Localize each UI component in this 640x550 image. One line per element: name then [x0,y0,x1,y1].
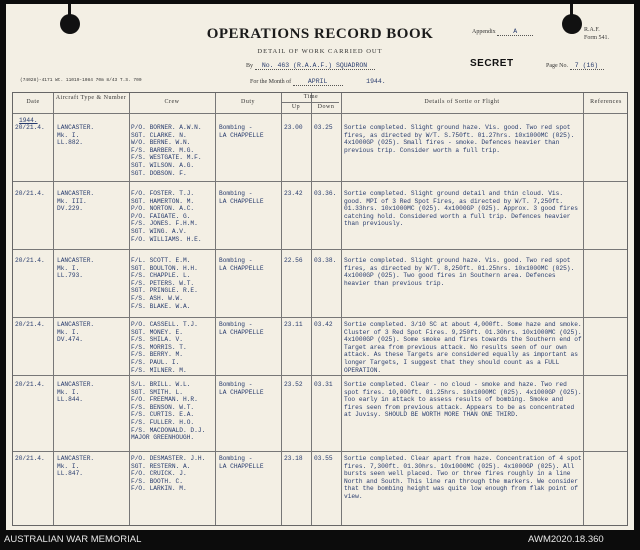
sortie-crew: S/L. BRILL. W.L. SGT. SMITH. L. F/O. FREEMAN. H.R. F/S. BENSON. W.T. F/S. CURTIS. E.A. F/S. FULLER. H.O. F/S. MACDONALD. D.J. MAJOR GREENHOUGH. [131,381,206,442]
appendix-label: Appendix [472,29,496,35]
col-down: Down [317,104,335,110]
print-code: (74028)-4171 Wt. 11019-1084 70m 8/43 T.S. 700 [20,78,142,83]
footer-accession-number: AWM2020.18.360 [528,534,604,545]
col-time: Time [303,94,319,100]
unit-field [246,62,375,70]
footer-collection: AUSTRALIAN WAR MEMORIAL [4,534,142,545]
sortie-time-up: 23.52 [284,381,303,388]
col-aircraft: Aircraft Type & Number [55,95,127,101]
sortie-time-down: 03.38. [314,257,337,264]
sortie-time-up: 23.18 [284,455,303,462]
sortie-table [12,92,628,526]
page-title: OPERATIONS RECORD BOOK [206,26,434,42]
form-ref [584,26,609,42]
sortie-time-up: 23.11 [284,321,303,328]
sortie-duty: Bombing - LA CHAPPELLE [219,321,264,336]
sortie-details: Sortie completed. Slight ground detail and thin cloud. Vis. good. MPI of 3 Red Spot Fires, as directed by W/T. 7,250ft. 01.33hrs. 10x1000MC (025). 4x1000GP (025). Approx. 3 good fires catching hold. Considered worth a full trip. Defences heavier than previously. [344,190,578,228]
sortie-date: 20/21.4. [15,190,45,197]
page-number-field [546,62,604,70]
page-subtitle: DETAIL OF WORK CARRIED OUT [257,48,383,55]
sortie-crew: F/O. FOSTER. T.J. SGT. HAMERTON. M. P/O. NORTON. A.C. P/O. FAIGATE. G. F/S. JONES. F.H.M. SGT. WING. A.V. F/O. WILLIAMS. H.E. [131,190,202,243]
sortie-aircraft: LANCASTER. Mk. I. LL.844. [57,381,95,404]
sortie-duty: Bombing - LA CHAPPELLE [219,124,264,139]
sortie-details: Sortie completed. Clear apart from haze. Concentration of 4 spot fires. 7,300ft. 01.30hrs. 10x1000MC (025). 4x1000GP (025). All bursts seen well placed. Two or three fires roughly in a line North and South. This line ran through the markers. We consider that the bombing height was quite low enough from flak point of view. [344,455,582,500]
by-label: By [246,63,254,69]
appendix-value: A [497,28,533,36]
sortie-date: 20/21.4. [15,381,45,388]
month-label: For the Month of [250,79,292,85]
sortie-details: Sortie completed. Clear - no cloud - smoke and haze. Two red spot fires. 10,000ft. 01.25hrs. 10x1000MC (025). 4x1000GP (025). Too early in attack to assess results of bombing. Smoke and fires seen from previous attack. Appears to be as concentrated at Juvisy. SHOULD BE WORTH MORE THAN ONE THIRD. [344,381,582,419]
col-references: References [590,99,622,105]
sortie-details: Sortie completed. 3/10 SC at about 4,000ft. Some haze and smoke. Cluster of 3 Red Spot Fires. 9,250ft. 01.30hrs. 10x1000MC (025). 4x1000GP (025). Some smoke and fires towards the Southern end of Target area from previous attack. No results seen of our own attack. As these Targets are considered equally as important as longer Targets, I suggest that they should count as a FULL OPERATION. [344,321,582,374]
col-details: Details of Sortie or Flight [424,99,500,105]
sortie-date: 20/21.4. [15,321,45,328]
sortie-aircraft: LANCASTER. Mk. I. LL.793. [57,257,95,280]
form-label: Form 541. [584,35,610,41]
year-value: 1944. [366,78,386,85]
sortie-details: Sortie completed. Slight ground haze. Vis. good. Two red spot fires, as directed by W/T. S.750ft. 01.27hrs. 10x1000MC (025). 4x1000GP (025). Small fires - smoke. Defences heavier than previous trip. Consider worth a full trip. [344,124,575,154]
sortie-crew: F/L. SCOTT. E.M. SGT. BOULTON. H.H. F/S. CHAPPLE. L. F/S. PETERS. W.T. SGT. PRINGLE. R.E. F/S. ASH. W.W. F/S. BLAKE. W.A. [131,257,198,310]
page-number: 7 (16) [570,62,604,70]
month-value: APRIL [293,78,343,86]
sortie-aircraft: LANCASTER. Mk. I. LL.882. [57,124,95,147]
sortie-duty: Bombing - LA CHAPPELLE [219,381,264,396]
col-crew: Crew [164,99,180,105]
sortie-crew: P/O. CASSELL. T.J. SGT. MONEY. E. F/S. SHILA. V. F/S. MORRIS. T. F/S. BERRY. M. F/S. PAUL. I. F/S. MILNER. M. [131,321,198,374]
sortie-time-down: 03.36. [314,190,337,197]
sortie-date: 20/21.4. [15,257,45,264]
unit-value: No. 463 (R.A.A.F.) SQUADRON [255,62,375,70]
sortie-crew: P/O. DESMASTER. J.H. SGT. RESTERN. A. F/O. CRUICK. J. F/S. BOOTH. C. F/O. LARKIN. M. [131,455,206,493]
sortie-time-down: 03.25 [314,124,333,131]
sortie-time-up: 22.56 [284,257,303,264]
raf-label: R.A.F. [584,27,600,33]
sortie-crew: P/O. BORNER. A.W.N. SGT. CLARKE. N. W/O. BERNE. W.N. F/S. BARBER. M.G. F/S. WESTGATE. M.F. SGT. WILSON. A.G. SGT. DOBSON. F. [131,124,202,177]
page-label: Page No. [546,63,568,69]
col-duty: Duty [241,99,255,105]
sortie-time-up: 23.42 [284,190,303,197]
sortie-time-down: 03.55 [314,455,333,462]
sortie-time-down: 03.31 [314,381,333,388]
appendix-field [472,28,533,36]
col-up: Up [291,104,301,110]
month-field [250,78,386,86]
sortie-duty: Bombing - LA CHAPPELLE [219,257,264,272]
sortie-aircraft: LANCASTER. Mk. I. LL.847. [57,455,95,478]
year-entry: 1944. [19,117,38,124]
sortie-aircraft: LANCASTER. Mk. I. DV.474. [57,321,95,344]
sortie-time-down: 03.42 [314,321,333,328]
sortie-time-up: 23.00 [284,124,303,131]
record-page [6,4,634,530]
sortie-date: 20/21.4. [15,124,45,131]
col-date: Date [26,99,40,105]
sortie-date: 20/21.4. [15,455,45,462]
secret-stamp: SECRET [470,58,514,69]
sortie-details: Sortie completed. Slight ground haze. Vis. good. Two red spot fires, as directed by W/T. 8,250ft. 01.25hrs. 10x1000MC (025). 4x1000GP (025). Two good fires in Southern area. Defences heavier than previous trip. [344,257,575,287]
sortie-duty: Bombing - LA CHAPPELLE [219,455,264,470]
sortie-aircraft: LANCASTER. Mk. III. DV.229. [57,190,95,213]
sortie-duty: Bombing - LA CHAPPELLE [219,190,264,205]
